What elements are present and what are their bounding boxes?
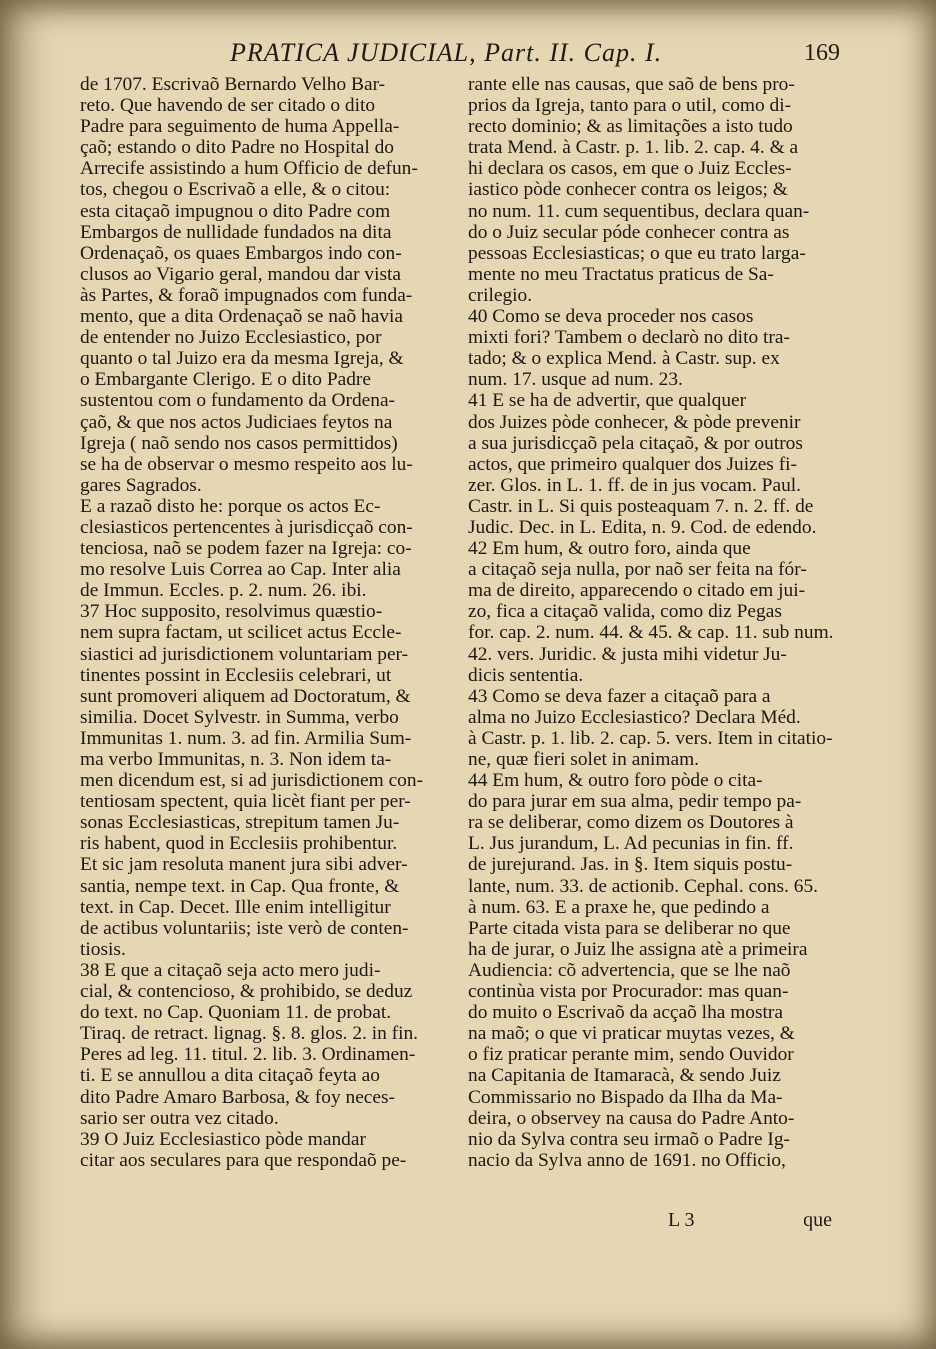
text-line: 39 O Juiz Ecclesiastico pòde mandar <box>80 1128 366 1150</box>
text-line: nem supra factam, ut scilicet actus Eccle- <box>80 622 402 644</box>
text-line: dito Padre Amaro Barbosa, & foy neces- <box>80 1086 396 1108</box>
text-line: siastici ad jurisdictionem voluntariam per- <box>80 643 409 665</box>
text-line: lante, num. 33. de actionib. Cephal. cons. 65. <box>468 875 819 897</box>
text-line: tiosis. <box>80 938 126 960</box>
text-line: Castr. in L. Si quis posteaquam 7. n. 2. ff. de <box>468 495 814 517</box>
text-line: 40 Como se deva proceder nos casos <box>468 306 754 328</box>
text-line: Et sic jam resoluta manent jura sibi adver- <box>80 854 408 876</box>
text-line: cial, & contencioso, & prohibido, se deduz <box>80 981 413 1003</box>
text-line: prios da Igreja, tanto para o util, como di- <box>468 95 792 117</box>
text-line: sonas Ecclesiasticas, strepitum tamen Ju- <box>80 812 400 834</box>
text-line: zo, fica a citaçaõ valida, como diz Pegas <box>468 601 782 623</box>
text-line: 41 E se ha de advertir, que qualquer <box>468 390 747 412</box>
text-line: actos, que primeiro qualquer dos Juizes fi- <box>468 453 798 475</box>
left-text-column <box>80 74 444 1171</box>
text-line: citar aos seculares para que respondaõ pe- <box>80 1149 407 1171</box>
text-line: similia. Docet Sylvestr. in Summa, verbo <box>80 706 399 728</box>
text-line: dos Juizes pòde conhecer, & pòde prevenir <box>468 411 801 433</box>
text-line: mento, que a dita Ordenaçaõ se naõ havia <box>80 306 404 328</box>
text-line: 42. vers. Juridic. & justa mihi videtur Ju- <box>468 643 787 665</box>
text-line: sunt promoveri aliquem ad Doctoratum, & <box>80 685 411 707</box>
text-line: tado; & o explica Mend. à Castr. sup. ex <box>468 348 780 370</box>
text-line: de actibus voluntariis; iste verò de conten- <box>80 917 409 939</box>
text-line: recto dominio; & as limitações a isto tudo <box>468 116 793 138</box>
text-line: Parte citada vista para se deliberar no que <box>468 917 791 939</box>
text-line: tinentes possint in Ecclesiis celebrari, ut <box>80 664 392 686</box>
text-line: à num. 63. E a praxe he, que pedindo a <box>468 896 770 918</box>
text-line: o Embargante Clerigo. E o dito Padre <box>80 369 371 391</box>
text-line: ha de jurar, o Juiz lhe assigna atè a primeira <box>468 938 808 960</box>
signature-mark: L 3 <box>668 1209 695 1231</box>
text-line: mixti fori? Tambem o declarò no dito tra- <box>468 327 790 349</box>
text-line: Ordenaçaõ, os quaes Embargos indo con- <box>80 242 402 264</box>
text-line: santia, nempe text. in Cap. Qua fronte, & <box>80 875 400 897</box>
text-line: çaõ, & que nos actos Judiciaes feytos na <box>80 411 393 433</box>
text-line: ris habent, quod in Ecclesiis prohibentur. <box>80 833 398 855</box>
text-line: hi declara os casos, em que o Juiz Eccles- <box>468 158 792 180</box>
text-line: de Immun. Eccles. p. 2. num. 26. ibi. <box>80 580 367 602</box>
text-line: nacio da Sylva anno de 1691. no Officio, <box>468 1149 786 1171</box>
text-line: Commissario no Bispado da Ilha da Ma- <box>468 1086 783 1108</box>
text-line: ma de direito, apparecendo o citado em jui- <box>468 580 806 602</box>
text-line: tentiosam spectent, quia licèt fiant per per- <box>80 791 411 813</box>
text-line: 37 Hoc supposito, resolvimus quæstio- <box>80 601 383 623</box>
text-line: clusos ao Vigario geral, mandou dar vista <box>80 263 402 285</box>
text-line: esta citaçaõ impugnou o dito Padre com <box>80 200 391 222</box>
text-line: Tiraq. de retract. lignag. §. 8. glos. 2. in fin. <box>80 1023 419 1045</box>
text-line: às Partes, & foraõ impugnados com funda- <box>80 284 413 306</box>
text-line: na Capitania de Itamaracà, & sendo Juiz <box>468 1065 781 1087</box>
text-line: do para jurar em sua alma, pedir tempo pa- <box>468 791 802 813</box>
text-line: dicis sententia. <box>468 664 584 686</box>
text-line: text. in Cap. Decet. Ille enim intelligitur <box>80 896 391 918</box>
text-line: Immunitas 1. num. 3. ad fin. Armilia Sum- <box>80 727 412 749</box>
text-line: trata Mend. à Castr. p. 1. lib. 2. cap. 4. & a <box>468 137 799 159</box>
text-line: iastico pòde conhecer contra os leigos; & <box>468 179 788 201</box>
text-line: rante elle nas causas, que saõ de bens pro- <box>468 74 795 95</box>
text-line: de jurejurand. Jas. in §. Item siquis postu- <box>468 854 793 876</box>
text-line: 44 Em hum, & outro foro pòde o cita- <box>468 770 763 792</box>
text-line: Arrecife assistindo a hum Officio de defun- <box>80 158 418 180</box>
text-line: Audiencia: cõ advertencia, que se lhe naõ <box>468 959 791 981</box>
text-line: se ha de observar o mesmo respeito aos lu- <box>80 453 413 475</box>
running-title: PRATICA JUDICIAL, Part. II. Cap. I. <box>230 38 663 67</box>
text-line: no num. 11. cum sequentibus, declara quan- <box>468 200 810 222</box>
text-line: crilegio. <box>468 284 533 306</box>
text-line: ti. E se annullou a dita citaçaõ feyta ao <box>80 1065 380 1087</box>
text-line: quanto o tal Juizo era da mesma Igreja, & <box>80 348 404 370</box>
text-line: clesiasticos pertencentes à jurisdicçaõ con- <box>80 516 413 538</box>
text-line: Peres ad leg. 11. titul. 2. lib. 3. Ordinamen- <box>80 1044 416 1066</box>
text-line: de entender no Juizo Ecclesiastico, por <box>80 327 382 349</box>
text-line: L. Jus jurandum, L. Ad pecunias in fin. ff. <box>468 833 794 855</box>
text-line: do muito o Escrivaõ da acçaõ lha mostra <box>468 1002 783 1024</box>
text-line: nio da Sylva contra seu irmaõ o Padre Ig- <box>468 1128 791 1150</box>
text-line: ne, quæ fieri solet in animam. <box>468 749 700 770</box>
page-footer <box>468 1209 838 1235</box>
text-line: a sua jurisdicçaõ pela citaçaõ, & por outros <box>468 432 803 454</box>
text-line: pessoas Ecclesiasticas; o que eu trato larga- <box>468 242 806 264</box>
text-line: mo resolve Luis Correa ao Cap. Inter alia <box>80 559 401 581</box>
text-line: for. cap. 2. num. 44. & 45. & cap. 11. sub num. <box>468 622 834 644</box>
text-line: zer. Glos. in L. 1. ff. de in jus vocam. Paul. <box>468 474 802 496</box>
text-line: sario ser outra vez citado. <box>80 1107 279 1129</box>
text-line: sustentou com o fundamento da Ordena- <box>80 390 396 412</box>
text-line: continùa vista por Procurador: mas quan- <box>468 981 789 1003</box>
text-line: à Castr. p. 1. lib. 2. cap. 5. vers. Item in citatio- <box>468 727 833 749</box>
catchword: que <box>803 1209 832 1231</box>
text-line: reto. Que havendo de ser citado o dito <box>80 95 376 117</box>
text-line: Judic. Dec. in L. Edita, n. 9. Cod. de edendo. <box>468 516 817 538</box>
text-line: mente no meu Tractatus praticus de Sa- <box>468 263 774 285</box>
text-line: 38 E que a citaçaõ seja acto mero judi- <box>80 959 381 981</box>
text-line: 43 Como se deva fazer a citaçaõ para a <box>468 685 771 707</box>
text-line: gares Sagrados. <box>80 474 202 496</box>
text-line: ra se deliberar, como dizem os Doutores à <box>468 812 794 834</box>
text-line: ma verbo Immunitas, n. 3. Non idem ta- <box>80 749 392 770</box>
page-number: 169 <box>804 40 840 66</box>
text-line: o fiz praticar perante mim, sendo Ouvidor <box>468 1044 794 1066</box>
text-line: de 1707. Escrivaõ Bernardo Velho Bar- <box>80 74 386 95</box>
text-line: Igreja ( naõ sendo nos casos permittidos) <box>80 432 398 454</box>
text-line: do text. no Cap. Quoniam 11. de probat. <box>80 1002 392 1024</box>
text-line: tos, chegou o Escrivaõ a elle, & o citou: <box>80 179 391 201</box>
text-line: çaõ; estando o dito Padre no Hospital do <box>80 137 394 159</box>
text-line: na maõ; o que vi praticar muytas vezes, & <box>468 1023 795 1045</box>
right-text-column <box>468 74 838 1171</box>
text-line: 42 Em hum, & outro foro, ainda que <box>468 538 751 560</box>
text-line: Embargos de nullidade fundados na dita <box>80 221 392 243</box>
page-header <box>80 38 840 74</box>
text-line: num. 17. usque ad num. 23. <box>468 369 683 391</box>
text-line: do o Juiz secular póde conhecer contra as <box>468 221 790 243</box>
text-line: men dicendum est, si ad jurisdictionem con- <box>80 770 424 792</box>
text-line: deira, o observey na causa do Padre Anto- <box>468 1107 795 1129</box>
text-line: tenciosa, naõ se podem fazer na Igreja: co- <box>80 538 412 560</box>
text-line: a citaçaõ seja nulla, por naõ ser feita na fór- <box>468 559 807 581</box>
text-line: E a razaõ disto he: porque os actos Ec- <box>80 495 381 517</box>
text-line: Padre para seguimento de huma Appella- <box>80 116 400 138</box>
text-line: alma no Juizo Ecclesiastico? Declara Méd. <box>468 706 801 728</box>
